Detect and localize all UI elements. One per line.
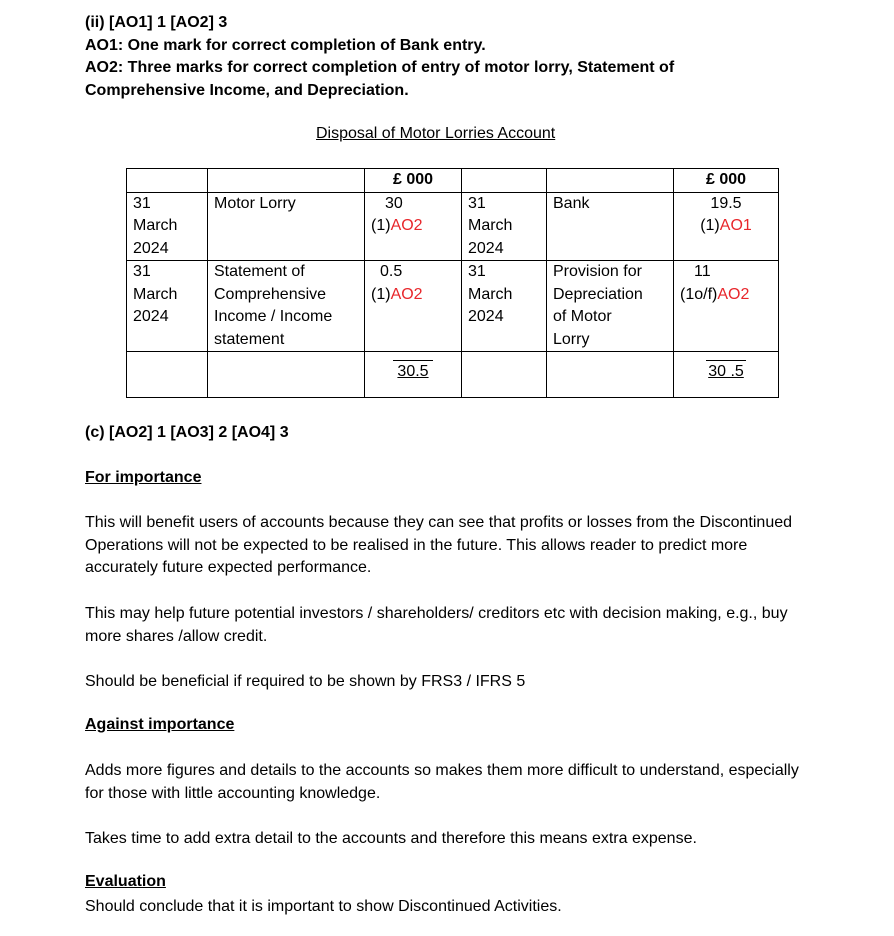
credit-date: 31 March 2024 bbox=[462, 261, 547, 352]
against-paragraph-2: Takes time to add extra detail to the accounts and therefore this means extra expense. bbox=[85, 830, 697, 847]
credit-amount: 11 (1o/f)AO2 bbox=[674, 261, 779, 352]
for-importance-heading: For importance bbox=[85, 469, 202, 486]
evaluation-paragraph: Should conclude that it is important to show Discontinued Activities. bbox=[85, 898, 562, 915]
against-importance-heading: Against importance bbox=[85, 716, 235, 733]
section-c-heading: (c) [AO2] 1 [AO3] 2 [AO4] 3 bbox=[85, 424, 289, 441]
debit-total: 30.5 bbox=[365, 352, 462, 398]
credit-description: Provision for Depreciation of Motor Lorry bbox=[547, 261, 674, 352]
credit-total: 30 .5 bbox=[674, 352, 779, 398]
ao1-criteria: AO1: One mark for correct completion of Bank entry. bbox=[85, 36, 486, 54]
debit-description: Statement of Comprehensive Income / Income statement bbox=[208, 261, 365, 352]
currency-label-credit: £ 000 bbox=[674, 169, 779, 193]
credit-description: Bank bbox=[547, 192, 674, 261]
debit-amount: 0.5 (1)AO2 bbox=[365, 261, 462, 352]
debit-description: Motor Lorry bbox=[208, 192, 365, 261]
evaluation-heading: Evaluation bbox=[85, 873, 166, 890]
mark-code: AO2 bbox=[390, 285, 423, 303]
header-block bbox=[85, 12, 865, 102]
debit-date: 31 March 2024 bbox=[127, 192, 208, 261]
table-row bbox=[127, 192, 779, 261]
for-paragraph-3: Should be beneficial if required to be shown by FRS3 / IFRS 5 bbox=[85, 673, 526, 690]
currency-label-debit: £ 000 bbox=[365, 169, 462, 193]
against-paragraph-1: Adds more figures and details to the accounts so makes them more difficult to understand, especially for those with little accounting knowledge. bbox=[85, 762, 799, 802]
ao2-criteria: AO2: Three marks for correct completion of entry of motor lorry, Statement of bbox=[85, 59, 675, 76]
credit-amount: 19.5 (1)AO1 bbox=[674, 192, 779, 261]
totals-row bbox=[127, 352, 779, 398]
question-part-heading: (ii) [AO1] 1 [AO2] 3 bbox=[85, 14, 228, 31]
table-row bbox=[127, 261, 779, 352]
mark-code: AO2 bbox=[390, 217, 423, 234]
for-paragraph-2: This may help future potential investors / shareholders/ creditors etc with decision making, e.g., buy more shares /allow credit. bbox=[85, 605, 788, 645]
mark-code: AO1 bbox=[719, 217, 752, 234]
mark-code: AO2 bbox=[717, 285, 750, 303]
for-paragraph-1: This will benefit users of accounts because they can see that profits or losses from the Discontinued Operations will not be expected to be realised in the future. This allows reader to predict more accurately future expected performance. bbox=[85, 514, 793, 576]
currency-row bbox=[127, 169, 779, 193]
debit-date: 31 March 2024 bbox=[127, 261, 208, 352]
mark-scheme-page bbox=[85, 12, 865, 915]
account-title: Disposal of Motor Lorries Account bbox=[316, 125, 556, 142]
ao2-criteria-cont: Comprehensive Income, and Depreciation. bbox=[85, 81, 409, 99]
debit-amount: 30 (1)AO2 bbox=[365, 192, 462, 261]
ledger-account-table bbox=[126, 168, 779, 398]
credit-date: 31 March 2024 bbox=[462, 192, 547, 261]
